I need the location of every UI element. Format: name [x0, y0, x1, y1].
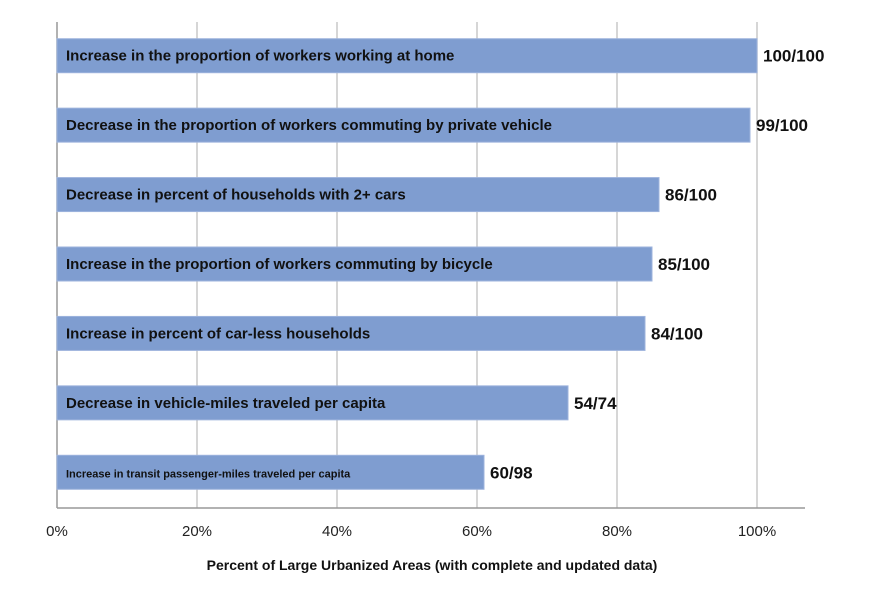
- x-tick-label: 0%: [46, 523, 68, 540]
- bar-category-label: Decrease in vehicle-miles traveled per capita: [66, 394, 386, 412]
- bar-value-label: 85/100: [658, 255, 710, 274]
- bar-value-label: 99/100: [756, 116, 808, 136]
- bar-category-label: Decrease in percent of households with 2+ cars: [66, 186, 406, 204]
- x-tick-label: 60%: [461, 523, 493, 540]
- x-tick-labels: [46, 523, 776, 540]
- bar-value-label: 100/100: [763, 46, 825, 66]
- x-tick-label: 80%: [601, 523, 633, 540]
- bar-value-label: 86/100: [665, 185, 717, 205]
- x-tick-label: 100%: [737, 523, 777, 540]
- bar-category-label: Increase in percent of car-less households: [66, 325, 371, 343]
- bar-category-label: Decrease in the proportion of workers commuting by private vehicle: [66, 117, 552, 135]
- x-axis-label: Percent of Large Urbanized Areas (with complete and updated data): [206, 557, 658, 573]
- bar-category-label: Increase in the proportion of workers commuting by bicycle: [66, 256, 493, 273]
- bar-category-label: Increase in transit passenger-miles traveled per capita: [66, 468, 351, 481]
- x-tick-label: 40%: [321, 523, 353, 540]
- bar-category-label: Increase in the proportion of workers working at home: [66, 47, 455, 65]
- bar-value-label: 84/100: [651, 324, 703, 344]
- x-tick-label: 20%: [181, 523, 213, 540]
- bar-value-label: 54/74: [574, 393, 617, 413]
- bar-value-label: 60/98: [490, 463, 533, 483]
